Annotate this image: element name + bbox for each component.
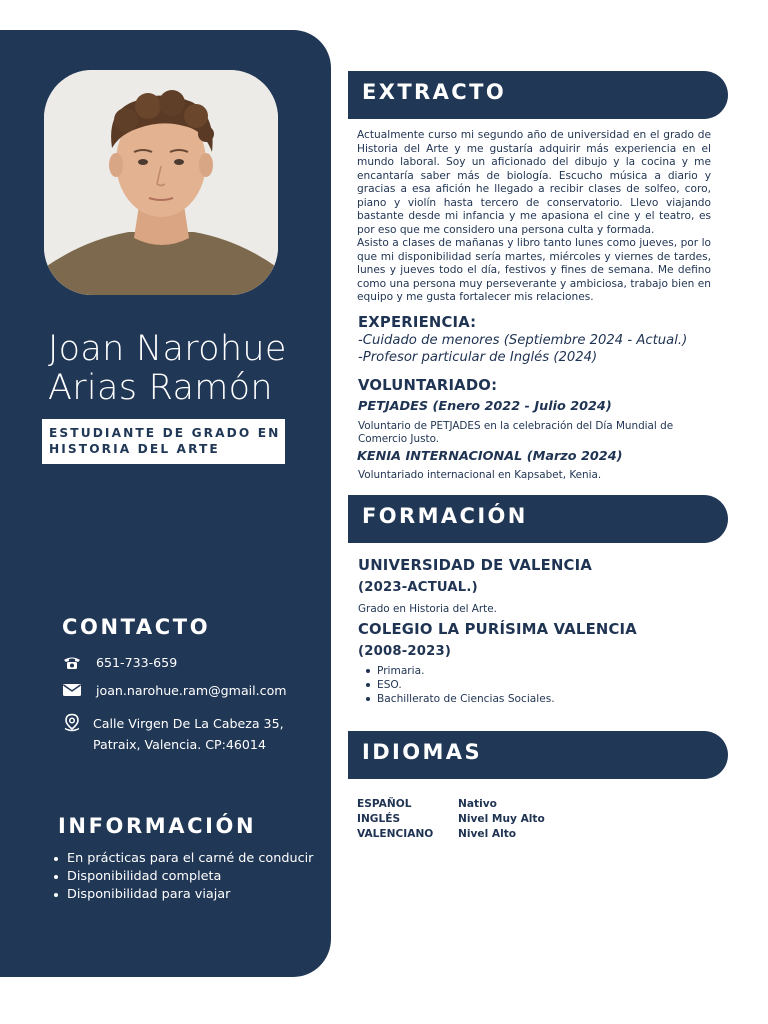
volunteer-heading: VOLUNTARIADO:	[358, 377, 498, 394]
role-line-1: ESTUDIANTE DE GRADO EN	[49, 426, 281, 440]
volunteer-description: Voluntariado internacional en Kapsabet, Kenia.	[358, 469, 602, 481]
address-text	[93, 713, 284, 755]
summary-paragraph-1: Actualmente curso mi segundo año de universidad en el grado de Historia del Arte y me gustaría adquirir más experiencia en el mundo laboral. Soy un aficionado del dibujo y la cocina y me encantaría saber más de biología. Escucho música a diario y gracias a esa afición he llegado a recibir clases de solfeo, coro, piano y violín hasta tercero de conservatorio. Llevo viajando bastante desde mi infancia y me apasiona el cine y el teatro, es por eso que me considero una persona culta y formada.	[357, 129, 711, 236]
language-level: Nivel Alto	[458, 828, 517, 840]
language-name: ESPAÑOL	[357, 798, 412, 810]
info-heading: INFORMACIÓN	[58, 814, 257, 838]
address-line-2: Patraix, Valencia. CP:46014	[93, 737, 266, 752]
info-item: Disponibilidad para viajar	[52, 886, 313, 904]
education-item: Bachillerato de Ciencias Sociales.	[365, 692, 555, 706]
info-item: Disponibilidad completa	[52, 868, 313, 886]
location-pin-icon	[62, 713, 82, 733]
idiomas-banner: IDIOMAS	[348, 731, 728, 779]
volunteer-title: KENIA INTERNACIONAL (Marzo 2024)	[357, 449, 623, 464]
education-list	[365, 664, 555, 706]
languages-table	[357, 797, 545, 842]
education-item: Primaria.	[365, 664, 555, 678]
extracto-banner: EXTRACTO	[348, 71, 728, 119]
education-detail: Grado en Historia del Arte.	[358, 603, 497, 615]
address-line-1: Calle Virgen De La Cabeza 35,	[93, 716, 284, 731]
contact-phone	[62, 652, 177, 673]
mail-icon	[62, 680, 82, 700]
language-row	[357, 812, 545, 827]
language-row	[357, 827, 545, 842]
volunteer-description: Voluntario de PETJADES en la celebración del Día Mundial de Comercio Justo.	[358, 420, 674, 445]
education-item: ESO.	[365, 678, 555, 692]
info-list	[52, 850, 313, 904]
language-row	[357, 797, 545, 812]
summary-text	[357, 129, 711, 305]
contact-heading: CONTACTO	[62, 615, 211, 639]
phone-number[interactable]: 651-733-659	[96, 655, 178, 670]
education-school: COLEGIO LA PURÍSIMA VALENCIA	[358, 621, 637, 638]
phone-icon	[62, 652, 82, 672]
language-level: Nivel Muy Alto	[458, 813, 545, 825]
role-badge	[42, 419, 285, 464]
email-address[interactable]: joan.narohue.ram@gmail.com	[96, 683, 287, 698]
experience-item: -Profesor particular de Inglés (2024)	[358, 350, 598, 365]
name-line-1: Joan Narohue	[48, 329, 287, 369]
summary-paragraph-2: Asisto a clases de mañanas y libro tanto lunes como jueves, por lo que mi disponibilidad sería martes, miércoles y viernes de tardes, lunes y jueves todo el día, festivos y fines de semana. Me defino como una persona muy perseverante y ambiciosa, trabajo bien en equipo y me gusta fortalecer mis relaciones.	[357, 237, 711, 303]
volunteer-title: PETJADES (Enero 2022 - Julio 2024)	[358, 399, 612, 414]
contact-address	[62, 713, 284, 755]
name-line-2: Arias Ramón	[48, 368, 273, 408]
education-school: UNIVERSIDAD DE VALENCIA	[358, 557, 592, 574]
language-level: Nativo	[458, 798, 497, 810]
role-line-2: HISTORIA DEL ARTE	[49, 442, 220, 456]
info-item: En prácticas para el carné de conducir	[52, 850, 313, 868]
education-years: (2008-2023)	[358, 644, 452, 659]
profile-photo	[44, 70, 278, 295]
contact-email	[62, 680, 287, 701]
formacion-banner: FORMACIÓN	[348, 495, 728, 543]
candidate-name	[48, 330, 328, 408]
experience-heading: EXPERIENCIA:	[358, 314, 477, 331]
language-name: INGLÉS	[357, 813, 401, 825]
experience-item: -Cuidado de menores (Septiembre 2024 - Actual.)	[358, 333, 688, 348]
language-name: VALENCIANO	[357, 828, 434, 840]
education-years: (2023-ACTUAL.)	[358, 580, 478, 595]
